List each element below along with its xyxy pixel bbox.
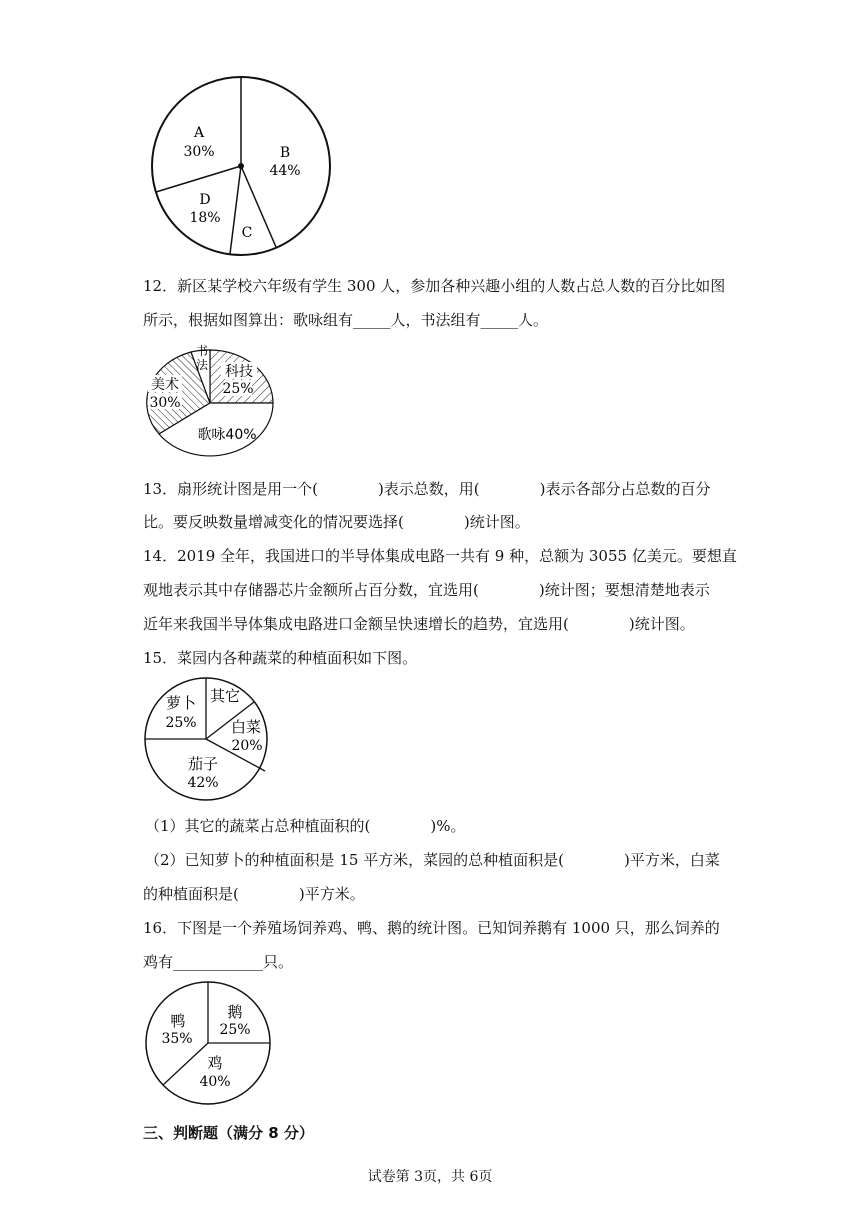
- pie3-label-luobo: 萝卜: [165, 694, 197, 712]
- pie3-label-qita: 其它: [209, 687, 241, 705]
- pie3-label-baicai: 白菜: [230, 718, 262, 736]
- pie3-value-baicai: 20%: [231, 738, 263, 754]
- pie1-value-a: 30%: [183, 144, 215, 160]
- pie1-label-c: C: [241, 225, 253, 241]
- pie3-value-qiezi: 42%: [187, 775, 219, 791]
- pie4-label-ya: 鸭: [170, 1012, 186, 1030]
- pie-chart-3: [143, 676, 269, 802]
- pie1-center-dot: [238, 163, 244, 169]
- q12-line-1: 12．新区某学校六年级有学生 300 人，参加各种兴趣小组的人数占总人数的百分比如图: [143, 277, 726, 295]
- q14-line-1: 14．2019 全年，我国进口的半导体集成电路一共有 9 种，总额为 3055 亿美元。要想直: [143, 547, 737, 565]
- pie2-label-meishu: 美术: [151, 377, 179, 393]
- pie4-value-ya: 35%: [161, 1031, 193, 1047]
- pie2-value-keji: 25%: [222, 381, 254, 397]
- pie2-label-keji: 科技: [225, 364, 253, 380]
- q14-line-2: 观地表示其中存储器芯片金额所占百分数，宜选用( )统计图；要想清楚地表示: [143, 581, 710, 599]
- q13-line-1: 13．扇形统计图是用一个( )表示总数，用( )表示各部分占总数的百分: [143, 480, 711, 498]
- q15-line-1: 15．菜园内各种蔬菜的种植面积如下图。: [143, 649, 418, 667]
- q16-line-2: 鸡有____________只。: [143, 953, 294, 971]
- pie1-label-b: B: [279, 145, 291, 161]
- pie-chart-4: [145, 980, 273, 1106]
- pie4-label-e: 鹅: [227, 1003, 243, 1021]
- pie-chart-2: [145, 340, 275, 443]
- q15-sub-2-line-2: 的种植面积是( )平方米。: [143, 885, 365, 903]
- pie-chart-1: [150, 75, 332, 257]
- pie4-value-ji: 40%: [199, 1074, 231, 1090]
- q15-sub-1: （1）其它的蔬菜占总种植面积的( )%。: [145, 817, 466, 835]
- pie3-label-qiezi: 茄子: [187, 755, 219, 773]
- pie2-label-shufa-2: 法: [195, 358, 209, 372]
- q13-line-2: 比。要反映数量增减变化的情况要选择( )统计图。: [143, 513, 530, 531]
- pie2-label-shufa-1: 书: [195, 344, 209, 358]
- pie3-value-luobo: 25%: [165, 715, 197, 731]
- pie4-value-e: 25%: [219, 1022, 251, 1038]
- pie1-label-a: A: [193, 125, 205, 141]
- pie4-label-ji: 鸡: [207, 1054, 223, 1072]
- pie1-label-d: D: [199, 192, 211, 208]
- q16-line-1: 16．下图是一个养殖场饲养鸡、鸭、鹅的统计图。已知饲养鹅有 1000 只，那么饲养的: [143, 919, 720, 937]
- section-3-title: 三、判断题（满分 8 分）: [143, 1124, 314, 1142]
- pie1-value-b: 44%: [269, 163, 301, 179]
- q14-line-3: 近年来我国半导体集成电路进口金额呈快速增长的趋势，宜选用( )统计图。: [143, 615, 695, 633]
- page-footer: 试卷第 3页，共 6页: [367, 1169, 493, 1185]
- pie2-value-meishu: 30%: [149, 395, 181, 411]
- pie2-label-geyong: 歌咏40%: [197, 427, 257, 443]
- q12-line-2: 所示，根据如图算出：歌咏组有_____人，书法组有_____人。: [143, 311, 549, 329]
- q15-sub-2-line-1: （2）已知萝卜的种植面积是 15 平方米，菜园的总种植面积是( )平方米，白菜: [145, 851, 720, 869]
- pie1-value-d: 18%: [189, 210, 221, 226]
